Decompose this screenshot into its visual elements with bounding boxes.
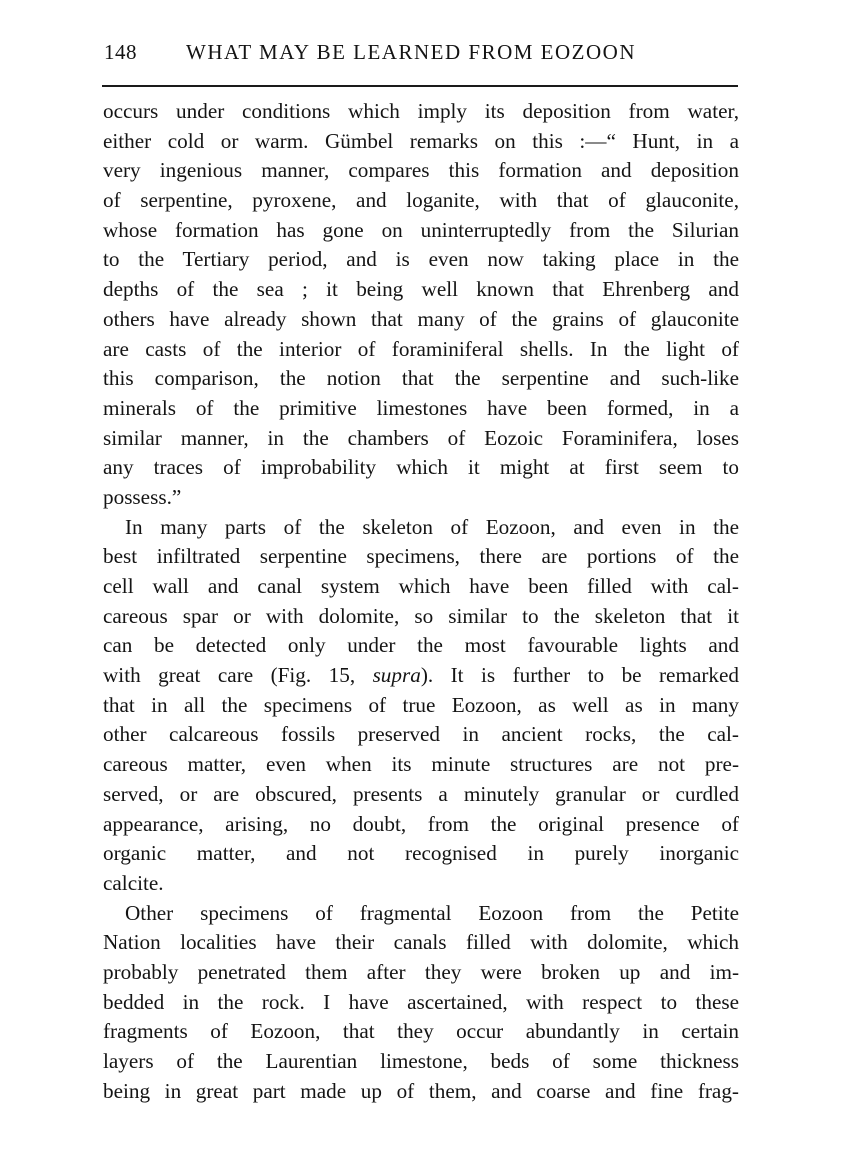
text-line: Other specimens of fragmental Eozoon from the Petite (125, 900, 739, 925)
text-line: careous spar or with dolomite, so similar to the skeleton that it (103, 603, 739, 628)
text-line: very ingenious manner, compares this formation and deposition (103, 158, 739, 183)
paragraph-2 (103, 513, 739, 899)
text-line: this comparison, the notion that the serpentine and such-like (103, 366, 739, 391)
text-line: either cold or warm. Gümbel remarks on this :—“ Hunt, in a (103, 128, 739, 153)
text-line: are casts of the interior of foraminiferal shells. In the light of (103, 336, 739, 361)
text-line: minerals of the primitive limestones have been formed, in a (103, 395, 739, 420)
text-line: calcite. (103, 870, 164, 895)
text-line: layers of the Laurentian limestone, beds of some thickness (103, 1049, 739, 1073)
text-line: appearance, arising, no doubt, from the original presence of (103, 811, 739, 836)
paragraph-1 (103, 97, 739, 513)
text-line: served, or are obscured, presents a minutely granular or curdled (103, 781, 739, 806)
running-title: WHAT MAY BE LEARNED FROM EOZOON (186, 40, 636, 64)
text-line: other calcareous fossils preserved in ancient rocks, the cal- (103, 722, 739, 747)
text-line: can be detected only under the most favourable lights and (103, 633, 739, 658)
text-line: In many parts of the skeleton of Eozoon, and even in the (125, 514, 739, 539)
body-text (103, 97, 739, 1106)
text-line: similar manner, in the chambers of Eozoic Foraminifera, loses (103, 425, 739, 450)
header-rule (102, 85, 738, 87)
text-line: others have already shown that many of the grains of glauconite (103, 306, 739, 331)
page-number: 148 (104, 40, 137, 64)
text-line: possess.” (103, 484, 182, 509)
text-segment: ). It is further to be remarked (420, 663, 739, 688)
text-line-with-italic (103, 661, 739, 691)
text-line: any traces of improbability which it might at first seem to (103, 455, 739, 480)
text-segment: with great care (Fig. 15, (103, 663, 373, 688)
text-line: Nation localities have their canals filled with dolomite, which (103, 930, 739, 955)
text-line: depths of the sea ; it being well known that Ehrenberg and (103, 277, 739, 302)
text-line: cell wall and canal system which have been filled with cal- (103, 574, 739, 598)
text-line: best infiltrated serpentine specimens, there are portions of the (103, 544, 739, 569)
text-line: being in great part made up of them, and coarse and fine frag- (103, 1078, 739, 1103)
italic-term: supra (372, 663, 421, 688)
running-head (104, 40, 738, 70)
text-line: fragments of Eozoon, that they occur abundantly in certain (103, 1019, 739, 1044)
text-line: of serpentine, pyroxene, and loganite, with that of glauconite, (103, 188, 739, 213)
text-line: organic matter, and not recognised in purely inorganic (103, 841, 739, 866)
text-line: to the Tertiary period, and is even now taking place in the (103, 247, 739, 272)
text-line: bedded in the rock. I have ascertained, with respect to these (103, 989, 739, 1014)
paragraph-3 (103, 899, 739, 1107)
text-line: occurs under conditions which imply its deposition from water, (103, 99, 739, 123)
text-line: probably penetrated them after they were broken up and im- (103, 959, 739, 984)
text-line: that in all the specimens of true Eozoon, as well as in many (103, 692, 739, 717)
text-line: careous matter, even when its minute structures are not pre- (103, 752, 739, 777)
text-line: whose formation has gone on uninterruptedly from the Silurian (103, 217, 739, 242)
